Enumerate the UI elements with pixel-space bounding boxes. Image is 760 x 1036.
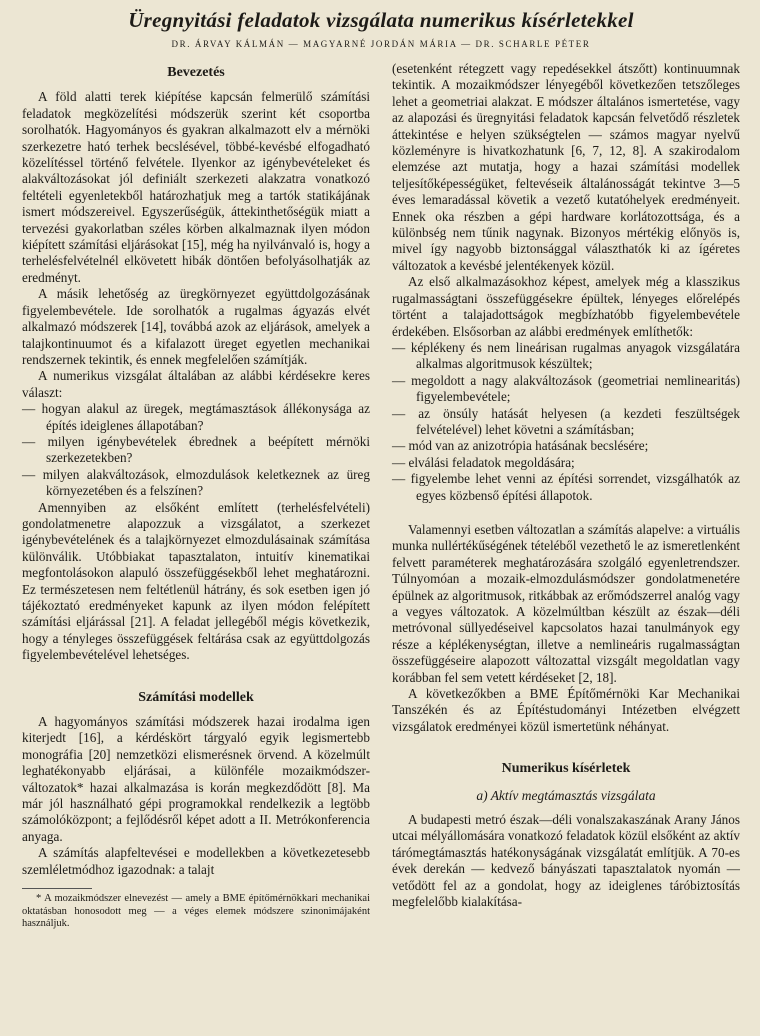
section-heading-experiments: Numerikus kísérletek — [501, 761, 631, 777]
two-column-body — [22, 61, 740, 931]
list-item: — milyen igénybevételek ébrednek a beépített mérnöki szerkezetekben? — [22, 433, 370, 466]
footnote-divider — [22, 888, 92, 889]
list-item: — figyelembe lehet venni az építési sorrendet, vizsgálhatók az egyes közbenső építési állapotok. — [392, 471, 740, 503]
paragraph: A föld alatti terek kiépítése kapcsán felmerülő számítási feladatok megközelítési módszerük szerint két csoportba sorolhatók. Hagyományos és gyakran alkalmazott elv a mérnöki szerkezetre ható terhek becslésével, többé-kevésbé elfogadható közelítéssel történő felvétele. Ilyenkor az igénybevételeket és alakváltozásokat jól definiált szerkezeti alakzatra vonatkozó feltételi egyenletekből határozhatjuk meg a tartók statikájának ismert módszereivel. Egyszerűségük, áttekinthetőségük miatt a tervezési gyakorlatban széles körben alkalmaznak ilyen módon kiépített számítási eljárásokat [15], még ha nyilvánvaló is, hogy a terhelésfelvételnél elkövetett hibák döntően befolyásolhatják az eredményt. — [22, 89, 370, 285]
question-list — [22, 401, 370, 499]
paragraph: A másik lehetőség az üregkörnyezet együttdolgozásának figyelembevétele. Ide sorolhatók a rugalmas ágyazás elvét alkalmazó módszerek [14], továbbá azok az eljárások, amelyek a talajkontinuumot és a kifalazott üreget egyetlen mechanikai rendszernek tekintik, és ennek megfelelően számítják. — [22, 286, 370, 367]
list-item: — az önsúly hatását helyesen (a kezdeti feszültségek felvételével) lehet követni a számításban; — [392, 405, 740, 437]
paragraph: Az első alkalmazásokhoz képest, amelyek még a klasszikus rugalmasságtani összefüggésekre épültek, lényeges előrelépés történt a talajadottságok megbízhatóbb figyelembevétele érdekében. Elsősorban az alábbi eredmények említhetők: — [392, 274, 740, 339]
paragraph: A hagyományos számítási módszerek hazai irodalma igen kiterjedt [16], a kérdéskört tárgyaló egyik legismertebb monográfia [20] nemzetközi elismerésnek örvend. A közelmúlt leghatékonyabb eljárásai, a különféle mozaikmódszer-változatok* hazai alkalmazása is korán megkezdődött [8]. Ma már jól használható gépi programokkal rendelkezik a legtöbb számolóközpont; a fejlődésről képet adott a II. Metrókonferencia anyaga. — [22, 714, 370, 844]
paragraph: Amennyiben az elsőként említett (terhelésfelvételi) gondolatmenetre alapozzuk a vizsgálatot, a szerkezet igénybevételének és a talajkörnyezet elmozdulásainak számítása különválik. Utóbbiakat tapasztalaton, intuitív kinematikai megfontolásokon alapuló összefüggésekből lehet meghatározni. Ez természetesen nem feltétlenül hátrány, és sok esetben igen jó tájékoztató eredményeket kapunk az ilyen módon felépített számítási eljárással [21]. A feladat jellegéből mégis következik, hogy a tényleges összefüggések feltárása csak az együttdolgozás figyelembevételével lehetséges. — [22, 499, 370, 663]
subsection-heading: a) Aktív megtámasztás vizsgálata — [476, 787, 656, 803]
paragraph: Valamennyi esetben változatlan a számítás alapelve: a virtuális munka nullértékűségének tételéből vezethető le az ismeretlenként felvett paraméterek meghatározására szolgáló egyenletrendszer. Túlnyomóan a mozaik-elmozdulásmódszer gondolatmenetére épülnek az algoritmusok, ritkábbak az erőmódszerrel analóg vagy a vegyes változatok. A közelmúltban készült az észak—déli metróvonal süllyedéseivel kapcsolatos hazai tanulmányok egy része a képlékenységtan, illetve a nemlineáris rugalmasságtan összefüggéseire alapozott változattal vizsgált megoldatlan vagy korábban fel sem vetett kérdéseket [2, 18]. — [392, 521, 740, 685]
vertical-space — [392, 504, 740, 522]
paragraph: A számítás alapfeltevései e modellekben a következetesebb szemléletmódhoz igazodnak: a talajt — [22, 845, 370, 877]
results-list — [392, 340, 740, 504]
right-column — [392, 61, 740, 931]
list-item: — elválási feladatok megoldására; — [392, 454, 575, 470]
list-item: — képlékeny és nem lineárisan rugalmas anyagok vizsgálatára alkalmas algoritmusok készültek; — [392, 339, 740, 372]
list-item: — milyen alakváltozások, elmozdulások keletkeznek az üreg környezetében és a felszínen? — [22, 466, 370, 499]
left-column — [22, 61, 370, 931]
list-item: — mód van az anizotrópia hatásának becslésére; — [392, 438, 649, 454]
paragraph: A következőkben a BME Építőmérnöki Kar Mechanikai Tanszékén és az Építéstudományi Intézetben elvégzett vizsgálatok eredményei közül ismertetünk néhányat. — [392, 686, 740, 734]
list-item: — hogyan alakul az üregek, megtámasztások állékonysága az építés ideiglenes állapotában? — [22, 401, 370, 433]
article-authors: DR. ÁRVAY KÁLMÁN — MAGYARNÉ JORDÁN MÁRIA — DR. SCHARLE PÉTER — [171, 39, 591, 49]
footnote: * A mozaikmódszer elnevezést — amely a BME építőmérnökkari mechanikai oktatásban honosodott meg — a véges elemek módszere szinonimájaként használjuk. — [22, 893, 370, 930]
article-title: Üregnyitási feladatok vizsgálata numerikus kísérletekkel — [128, 8, 634, 32]
section-heading-models: Számítási modellek — [138, 689, 254, 705]
section-heading-intro: Bevezetés — [167, 65, 225, 80]
list-item: — megoldott a nagy alakváltozások (geometriai nemlinearitás) figyelembevétele; — [392, 372, 740, 405]
paragraph: (esetenként rétegzett vagy repedésekkel átszőtt) kontinuumnak tekintik. A mozaikmódszer lényegéből következően tetszőleges lehet a geometriai alakzat. E módszer általános ismertetése, vagy az alapozási és üregnyitási feladatok kapcsán felvetődő részletek áttekintése e helyen szükségtelen — számos magyar nyelvű közleményre is hivatkozhatunk [6, 7, 12, 8]. A szakirodalom elemzése azt mutatja, hogy a hazai számítási modellek teljesítőképességüket, feltevéseik általánosságát tekintve 3—5 éves lemaradással követik a vezető kutatóhelyek eredményeit. Ennek oka részben a gépi hardware korlátozottsága, és a különbség nem tűnik nagynak. Bizonyos mértékig előnyös is, mivel így nagyobb biztonsággal választhatók ki az ígéretes változatok a kevésbé jelentékenyek közül. — [392, 61, 740, 273]
paragraph: A budapesti metró észak—déli vonalszakaszának Arany János utcai mélyállomására vonatkozó feladatok közül elsőként az aktív tárómegtámasztás hatékonyságának vizsgálatát említjük. A 70-es évek derekán — kedvező bányászati tapasztalatok nyomán — vetődött fel az a gondolat, hogy az ideiglenes táróbiztosítás megfelelőbb kialakítása- — [392, 812, 740, 910]
paragraph: A numerikus vizsgálat általában az alábbi kérdésekre keres választ: — [22, 368, 370, 400]
